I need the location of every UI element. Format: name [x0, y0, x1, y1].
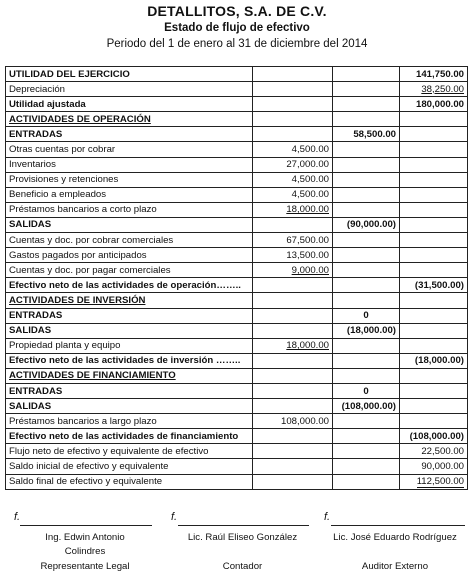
row-label: [6, 217, 253, 232]
row-label-text: Préstamos bancarios a largo plazo: [9, 415, 157, 427]
row-label: [6, 353, 253, 368]
table-row: [6, 187, 468, 202]
signer-name: Ing. Edwin Antonio: [45, 532, 125, 543]
detail-amount: [253, 202, 333, 217]
row-label-text: Gastos pagados por anticipados: [9, 249, 147, 261]
total-amount: [400, 112, 468, 127]
subtotal-amount: [333, 459, 400, 474]
subtotal-amount: [333, 233, 400, 248]
row-label-text: ENTRADAS: [9, 385, 63, 397]
total-amount-text: 38,250.00: [421, 83, 464, 95]
row-label-text: Efectivo neto de las actividades de inversión ……..: [9, 355, 241, 367]
detail-amount-text: 4,500.00: [291, 144, 329, 156]
row-label-text: Efectivo neto de las actividades de operación……..: [9, 279, 241, 291]
row-label-text: Saldo final de efectivo y equivalente: [9, 476, 163, 488]
subtotal-amount: [333, 474, 400, 489]
table-row: [6, 368, 468, 383]
row-label-text: ACTIVIDADES DE OPERACIÓN: [9, 113, 151, 125]
table-row: [6, 459, 468, 474]
table-row: [6, 233, 468, 248]
row-label: [6, 474, 253, 489]
subtotal-amount-text: 0: [363, 310, 369, 322]
detail-amount: [253, 308, 333, 323]
row-label: [6, 233, 253, 248]
detail-amount-text: 67,500.00: [286, 234, 329, 246]
total-amount-text: 180,000.00: [415, 98, 464, 110]
row-label: [6, 127, 253, 142]
subtotal-amount: [333, 383, 400, 398]
row-label-text: ENTRADAS: [9, 310, 63, 322]
table-row: [6, 338, 468, 353]
subtotal-amount: [333, 293, 400, 308]
subtotal-amount: [333, 127, 400, 142]
signer-role: Contador: [222, 561, 263, 572]
total-amount: [400, 172, 468, 187]
detail-amount: [253, 323, 333, 338]
subtotal-amount-text: 0: [363, 385, 369, 397]
table-row: [6, 97, 468, 112]
table-row: [6, 142, 468, 157]
row-label: [6, 383, 253, 398]
detail-amount: [253, 217, 333, 232]
row-label-text: Utilidad ajustada: [9, 98, 86, 110]
total-amount: [400, 248, 468, 263]
row-label: [6, 142, 253, 157]
row-label-text: UTILIDAD DEL EJERCICIO: [9, 68, 130, 80]
detail-amount: [253, 112, 333, 127]
row-label: [6, 82, 253, 97]
row-label: [6, 248, 253, 263]
row-label: [6, 338, 253, 353]
total-amount: [400, 338, 468, 353]
total-amount: [400, 399, 468, 414]
total-amount: [400, 278, 468, 293]
row-label: [6, 112, 253, 127]
detail-amount-text: 4,500.00: [291, 174, 329, 186]
subtotal-amount: [333, 217, 400, 232]
detail-amount: [253, 97, 333, 112]
detail-amount: [253, 67, 333, 82]
total-amount: [400, 233, 468, 248]
total-amount-text: 22,500.00: [421, 445, 464, 457]
subtotal-amount-text: (108,000.00): [341, 400, 396, 412]
detail-amount: [253, 353, 333, 368]
detail-amount: [253, 459, 333, 474]
table-row: [6, 248, 468, 263]
signature-mark: f.: [14, 511, 21, 523]
statement-period: Periodo del 1 de enero al 31 de diciembre del 2014: [106, 38, 368, 50]
detail-amount: [253, 157, 333, 172]
row-label-text: ENTRADAS: [9, 128, 63, 140]
total-amount: [400, 293, 468, 308]
table-row: [6, 112, 468, 127]
total-amount: [400, 67, 468, 82]
subtotal-amount: [333, 248, 400, 263]
signature-line: [178, 525, 309, 526]
total-amount: [400, 142, 468, 157]
total-amount: [400, 217, 468, 232]
row-label-text: Saldo inicial de efectivo y equivalente: [9, 460, 169, 472]
total-amount-text: 112,500.00: [417, 476, 464, 489]
detail-amount-text: 108,000.00: [280, 415, 329, 427]
total-amount: [400, 383, 468, 398]
table-row: [6, 474, 468, 489]
row-label-text: SALIDAS: [9, 400, 52, 412]
detail-amount: [253, 172, 333, 187]
total-amount: [400, 414, 468, 429]
row-label: [6, 263, 253, 278]
row-label-text: Otras cuentas por cobrar: [9, 144, 116, 156]
row-label: [6, 157, 253, 172]
row-label: [6, 278, 253, 293]
subtotal-amount: [333, 157, 400, 172]
cash-flow-body: [6, 67, 468, 490]
row-label-text: SALIDAS: [9, 219, 52, 231]
table-row: [6, 82, 468, 97]
cash-flow-table: [5, 66, 468, 490]
row-label-text: Cuentas y doc. por cobrar comerciales: [9, 234, 174, 246]
table-row: [6, 217, 468, 232]
subtotal-amount: [333, 399, 400, 414]
row-label-text: Préstamos bancarios a corto plazo: [9, 204, 157, 216]
subtotal-amount-text: 58,500.00: [353, 128, 396, 140]
row-label: [6, 308, 253, 323]
table-row: [6, 67, 468, 82]
detail-amount-text: 4,500.00: [291, 189, 329, 201]
row-label-text: Flujo neto de efectivo y equivalente de efectivo: [9, 445, 209, 457]
total-amount: [400, 474, 468, 489]
subtotal-amount: [333, 278, 400, 293]
signer-role: Representante Legal: [40, 561, 130, 572]
total-amount-text: (108,000.00): [409, 430, 464, 442]
detail-amount: [253, 414, 333, 429]
signature-line: [20, 525, 152, 526]
row-label: [6, 429, 253, 444]
detail-amount-text: 9,000.00: [291, 264, 329, 276]
total-amount: [400, 353, 468, 368]
detail-amount: [253, 444, 333, 459]
total-amount: [400, 263, 468, 278]
signer-name: Lic. José Eduardo Rodríguez: [333, 532, 457, 543]
table-row: [6, 414, 468, 429]
subtotal-amount-text: (18,000.00): [346, 325, 396, 337]
total-amount: [400, 157, 468, 172]
subtotal-amount: [333, 67, 400, 82]
subtotal-amount: [333, 112, 400, 127]
total-amount: [400, 97, 468, 112]
total-amount-text: 90,000.00: [421, 460, 464, 472]
row-label-text: SALIDAS: [9, 325, 52, 337]
subtotal-amount: [333, 444, 400, 459]
row-label: [6, 444, 253, 459]
row-label: [6, 172, 253, 187]
signer-name-continued: Colindres: [64, 546, 106, 557]
subtotal-amount: [333, 308, 400, 323]
row-label: [6, 293, 253, 308]
detail-amount: [253, 263, 333, 278]
row-label-text: Propiedad planta y equipo: [9, 340, 121, 352]
row-label-text: Depreciación: [9, 83, 65, 95]
subtotal-amount: [333, 338, 400, 353]
row-label-text: Cuentas y doc. por pagar comerciales: [9, 264, 171, 276]
detail-amount: [253, 383, 333, 398]
table-row: [6, 202, 468, 217]
subtotal-amount: [333, 263, 400, 278]
row-label: [6, 459, 253, 474]
table-row: [6, 278, 468, 293]
row-label-text: ACTIVIDADES DE FINANCIAMIENTO: [9, 370, 176, 382]
subtotal-amount: [333, 414, 400, 429]
table-row: [6, 353, 468, 368]
detail-amount-text: 18,000.00: [286, 204, 329, 216]
signer-name: Lic. Raúl Eliseo González: [187, 532, 298, 543]
detail-amount: [253, 368, 333, 383]
subtotal-amount: [333, 82, 400, 97]
detail-amount: [253, 127, 333, 142]
table-row: [6, 323, 468, 338]
total-amount: [400, 323, 468, 338]
detail-amount: [253, 233, 333, 248]
detail-amount: [253, 338, 333, 353]
total-amount-text: (18,000.00): [414, 355, 464, 367]
total-amount: [400, 368, 468, 383]
detail-amount: [253, 278, 333, 293]
table-row: [6, 293, 468, 308]
table-row: [6, 172, 468, 187]
signature-line: [331, 525, 465, 526]
row-label: [6, 67, 253, 82]
row-label-text: ACTIVIDADES DE INVERSIÓN: [9, 294, 146, 306]
row-label: [6, 368, 253, 383]
subtotal-amount: [333, 142, 400, 157]
subtotal-amount: [333, 187, 400, 202]
total-amount: [400, 444, 468, 459]
total-amount-text: (31,500.00): [414, 279, 464, 291]
total-amount: [400, 459, 468, 474]
row-label-text: Efectivo neto de las actividades de financiamiento: [9, 430, 239, 442]
subtotal-amount: [333, 353, 400, 368]
table-row: [6, 444, 468, 459]
row-label: [6, 97, 253, 112]
subtotal-amount: [333, 429, 400, 444]
statement-title: Estado de flujo de efectivo: [164, 22, 310, 34]
signer-role: Auditor Externo: [361, 561, 429, 572]
table-row: [6, 127, 468, 142]
detail-amount: [253, 142, 333, 157]
total-amount: [400, 308, 468, 323]
table-row: [6, 383, 468, 398]
subtotal-amount: [333, 368, 400, 383]
row-label-text: Inventarios: [9, 159, 56, 171]
total-amount-text: 141,750.00: [415, 68, 464, 80]
total-amount: [400, 429, 468, 444]
table-row: [6, 157, 468, 172]
table-row: [6, 399, 468, 414]
detail-amount: [253, 248, 333, 263]
detail-amount-text: 27,000.00: [286, 159, 329, 171]
total-amount: [400, 187, 468, 202]
subtotal-amount: [333, 323, 400, 338]
row-label: [6, 323, 253, 338]
detail-amount: [253, 399, 333, 414]
subtotal-amount: [333, 172, 400, 187]
row-label-text: Provisiones y retenciones: [9, 174, 119, 186]
subtotal-amount-text: (90,000.00): [346, 219, 396, 231]
detail-amount-text: 13,500.00: [286, 249, 329, 261]
signature-mark: f.: [324, 511, 331, 523]
detail-amount-text: 18,000.00: [286, 340, 329, 352]
detail-amount: [253, 187, 333, 202]
total-amount: [400, 82, 468, 97]
table-row: [6, 308, 468, 323]
company-name: DETALLITOS, S.A. DE C.V.: [147, 3, 327, 19]
total-amount: [400, 127, 468, 142]
detail-amount: [253, 429, 333, 444]
subtotal-amount: [333, 202, 400, 217]
table-row: [6, 429, 468, 444]
row-label: [6, 187, 253, 202]
row-label: [6, 399, 253, 414]
detail-amount: [253, 82, 333, 97]
total-amount: [400, 202, 468, 217]
row-label: [6, 202, 253, 217]
detail-amount: [253, 474, 333, 489]
subtotal-amount: [333, 97, 400, 112]
row-label: [6, 414, 253, 429]
detail-amount: [253, 293, 333, 308]
signature-mark: f.: [171, 511, 178, 523]
table-row: [6, 263, 468, 278]
row-label-text: Beneficio a empleados: [9, 189, 107, 201]
